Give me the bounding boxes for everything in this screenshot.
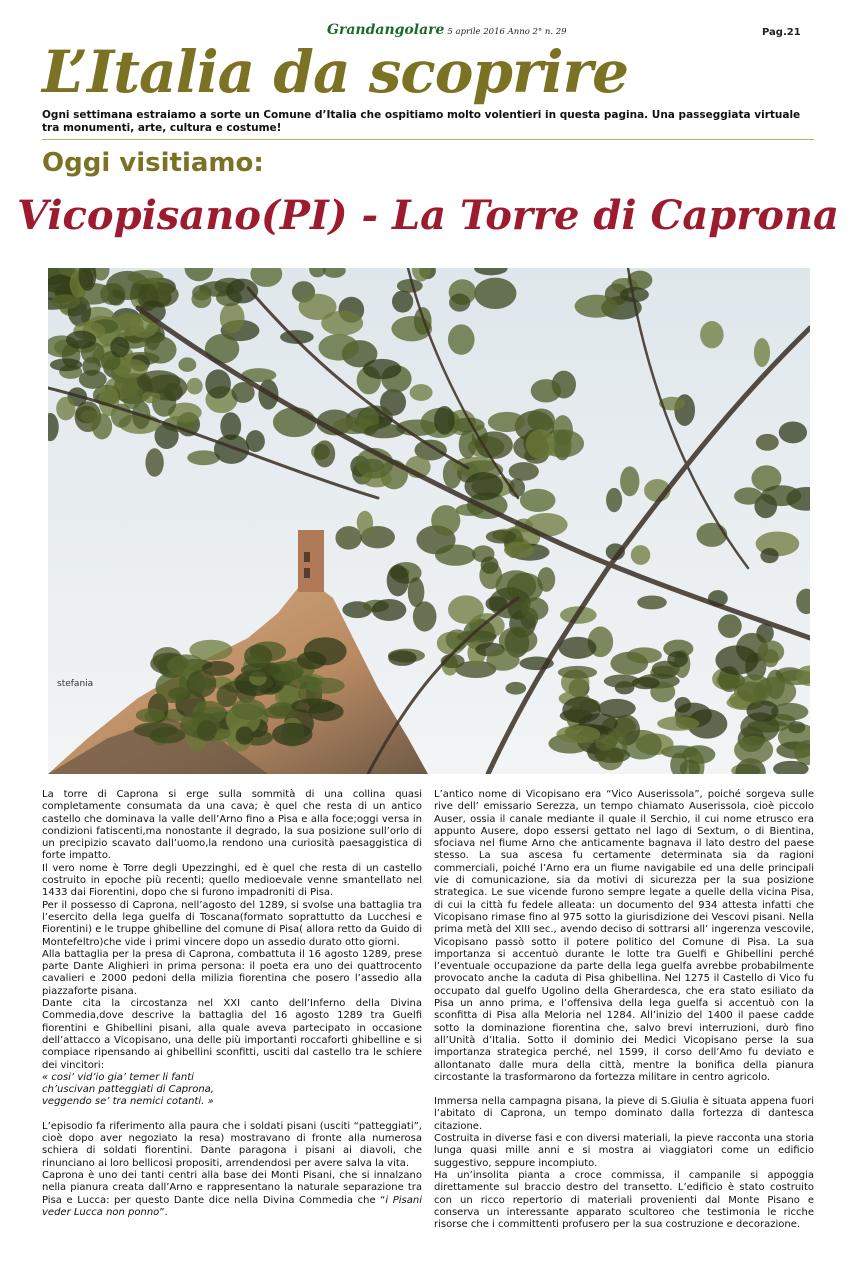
left-column	[42, 789, 422, 1219]
paragraph: Il vero nome è Torre degli Upezzinghi, ed è quel che resta di un castello costruito in epoche più recenti; quello medioevale venne smantellato nel 1433 dai Fiorentini, dopo che si furono impadroniti di Pisa.	[42, 862, 422, 899]
article-photo	[48, 268, 810, 774]
photo-watermark: stefania	[57, 679, 94, 689]
intro-text: Ogni settimana estraiamo a sorte un Comune d’Italia che ospitiamo molto volentieri in questa pagina. Una passeggiata virtuale tra monumenti, arte, cultura e costume!	[42, 109, 801, 134]
paragraph: Dante cita la circostanza nel XXI canto dell’Inferno della Divina Commedia,dove descrive la battaglia del 16 agosto 1289 tra Guelfi fiorentini e Ghibellini pisani, alla quale aveva partecipato in occasione dell’attacco a Vicopisano, una delle più importanti roccaforti ghibelline e si compiace ripensando ai ghibellini sconfitti, usciti dal castello tra le schiere dei vincitori:	[42, 998, 422, 1071]
verse-line: « cosi’ vid’io gia’ temer li fanti	[42, 1071, 194, 1083]
paragraph: L’episodio fa riferimento alla paura che i soldati pisani (usciti “patteggiati”, cioè dopo aver negoziato la resa) mostravano di fronte alla numerosa schiera di soldati fiorentini. Dante paragona i pisani ai diavoli, che rinunciano ai loro bellicosi propositi, arrendendosi per avere salva la vita.	[42, 1120, 422, 1169]
paragraph: Alla battaglia per la presa di Caprona, combattuta il 16 agosto 1289, prese parte Dante Alighieri in prima persona: il poeta era uno dei quattrocento cavalieri e 2000 pedoni della milizia fiorentina che posero l’assedio alla piazzaforte pisana.	[42, 948, 422, 997]
divider	[42, 139, 814, 140]
paragraph-text: Caprona è uno dei tanti centri alla base dei Monti Pisani, che si innalzano nella pianura creata dall’Arno e rappresentano la naturale separazione tra Pisa e Lucca: per questo Dante dice nella Divina Commedia che “	[42, 1169, 422, 1206]
verse-line: ch’uscivan patteggiati di Caprona,	[42, 1084, 214, 1096]
paragraph	[42, 1170, 422, 1219]
right-column	[434, 789, 814, 1231]
dante-quote: i Pisani veder Lucca non ponno	[42, 1194, 422, 1218]
newspaper-name: Grandangolare	[327, 22, 445, 38]
page-number: Pag.21	[762, 27, 801, 38]
section-label: Oggi visitiamo:	[42, 148, 264, 178]
section-banner: L’Italia da scoprire	[42, 38, 628, 106]
paragraph: Per il possesso di Caprona, nell’agosto del 1289, si svolse una battaglia tra l’esercito della lega guelfa di Toscana(formato soprattutto da Lucchesi e Fiorentini) e le truppe ghibelline del comune di Pisa( allora retto da Guido di Montefeltro)che vide i primi vincere dopo un assedio durato otto giorni.	[42, 899, 422, 948]
paragraph: Costruita in diverse fasi e con diversi materiali, la pieve racconta una storia lunga quasi mille anni e si mostra ai viaggiatori come un edificio suggestivo, seppure incompiuto.	[434, 1133, 814, 1169]
paragraph-end: ”.	[159, 1206, 168, 1218]
masthead	[327, 22, 567, 38]
article-title: Vicopisano(PI) - La Torre di Caprona	[17, 192, 839, 239]
paragraph: Immersa nella campagna pisana, la pieve di S.Giulia è situata appena fuori l’abitato di Caprona, un tempo dominato dalla fortezza di dantesca citazione.	[434, 1096, 814, 1132]
paragraph: Ha un’insolita pianta a croce commissa, il campanile si appoggia direttamente sul braccio destro del transetto. L’edificio è stato costruito con un ricco repertorio di materiali provenienti dal Monte Pisano e conserva un interessante apparato scultoreo che testimonia le ricche risorse che i committenti profusero per la sua costruzione e decorazione.	[434, 1169, 814, 1231]
issue-date: 5 aprile 2016 Anno 2° n. 29	[447, 27, 567, 37]
photo-tower	[298, 530, 324, 592]
paragraph: La torre di Caprona si erge sulla sommità di una collina quasi completamente consumata da una cava; è quel che resta di un antico castello che dominava la valle dell’Arno fino a Pisa e alla foce;oggi versa in condizioni fatiscenti,ma nonostante il degrado, la sua posizione sull’orlo di un precipizio scavato dall’uomo,la rendono una curiosità paesaggistica di forte impatto.	[42, 789, 422, 862]
verse-line: veggendo se’ tra nemici cotanti. »	[42, 1096, 214, 1108]
paragraph: L’antico nome di Vicopisano era “Vico Auserissola”, poiché sorgeva sulle rive dell’ emissario Serezza, un tempo chiamato Auserissola, cioè piccolo Auser, ossia il canale mediante il quale il Serchio, il cui nome etrusco era appunto Ausere, dopo essersi gettato nel lago di Sextum, o di Bientina, sfociava nel fiume Arno che anticamente bagnava il lato destro del paese stesso. La sua ascesa fu certamente determinata sia da ragioni commerciali, poiché l’Arno era un fiume navigabile ed una delle principali vie di comunicazione, sia da motivi di sicurezza per la sua posizione strategica. Le sue vicende furono sempre legate a quelle della vicina Pisa, di cui la città fu fedele alleata: un documento del 934 attesta infatti che Vicopisano rimase fino al 975 sotto la giurisdizione dei Vescovi pisani. Nella prima metà del XIII sec., avendo deciso di sottrarsi all’ ingerenza vescovile, Vicopisano passò sotto il potere politico del Comune di Pisa. La sua importanza si accentuò durante le lotte tra Guelfi e Ghibellini perché l’eventuale occupazione da parte della lega guelfa avrebbe probabilmente provocato anche la caduta di Pisa ghibellina. Nel 1275 il Castello di Vico fu occupato dal guelfo Ugolino della Gherardesca, che era stato esiliato da Pisa un anno prima, e l’offensiva della lega guelfa si accentuò con la sconfitta di Pisa alla Meloria nel 1284. All’inizio del 1400 il paese cadde sotto la dominazione fiorentina che, salvo brevi interruzioni, durò fino all’Unità d’Italia. Sotto il dominio dei Medici Vicopisano perse la sua importanza strategica perché, nel 1599, il corso dell’Amo fu deviato e allontanato dalle mura della città, mentre la bonifica della pianura circostante la trasformarono da fortezza militare in centro agricolo.	[434, 789, 814, 1083]
